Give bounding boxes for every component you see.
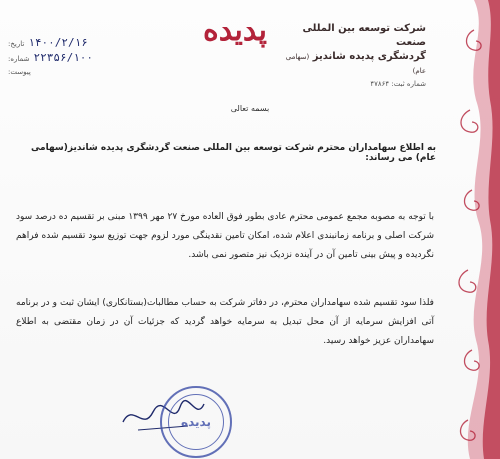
date-label: تاریخ: (8, 40, 25, 48)
company-type: (سهامی عام) (285, 53, 426, 75)
number-label: شماره: (8, 55, 30, 63)
attachment-row (8, 66, 128, 79)
company-seal-stamp (160, 386, 232, 458)
date-value: ۱۴۰۰/۲/۱۶ (28, 36, 88, 49)
paragraph-2: فلذا سود تقسیم شده سهامداران محترم، در دفاتر شرکت به حساب مطالبات(بستانکاری) ایشان ثبت و در برنامه آتی افزایش سرمایه از آن محل تبدیل به سرمایه خواهد گردید که جزئیات آن در زمان مقتضی به اطلاع سهامداران عزیز خواهد رسید. (16, 298, 434, 346)
number-row (8, 51, 128, 66)
company-name-line1: شرکت توسعه بین المللی صنعت (302, 23, 426, 48)
attachment-label: پیوست: (8, 68, 31, 76)
number-value: ۲۲۳۵۶/۱۰۰ (33, 51, 94, 64)
company-header (276, 22, 426, 90)
company-name-line2-text: گردشگری پدیده شاندیز (312, 51, 426, 62)
salutation: به اطلاع سهامداران محترم شرکت توسعه بین المللی صنعت گردشگری پدیده شاندیز(سهامی عام) می رساند: (30, 143, 436, 163)
company-logo: پدیده (203, 12, 267, 48)
bismillah-heading: بسمه تعالی (230, 104, 270, 113)
paragraph-1: با توجه به مصوبه مجمع عمومی محترم عادی بطور فوق العاده مورخ ۲۷ مهر ۱۳۹۹ مبنی بر تقسیم ده درصد سود شرکت اصلی و برنامه زمانبندی اعلام شده، امکان تامین نقدینگی مورد لزوم جهت توزیع سود تقسیم شده فراهم نگردیده و پیش بینی تامین آن در آینده نزدیک نیز متصور نمی باشد. (16, 212, 434, 260)
letter-meta (8, 36, 128, 79)
registration-number: شماره ثبت: ۴۷۸۶۴ (370, 80, 426, 88)
date-row (8, 36, 128, 51)
seal-text: پدیده (181, 415, 211, 429)
company-name-line2 (276, 50, 426, 78)
decorative-border-ornament (430, 0, 500, 459)
